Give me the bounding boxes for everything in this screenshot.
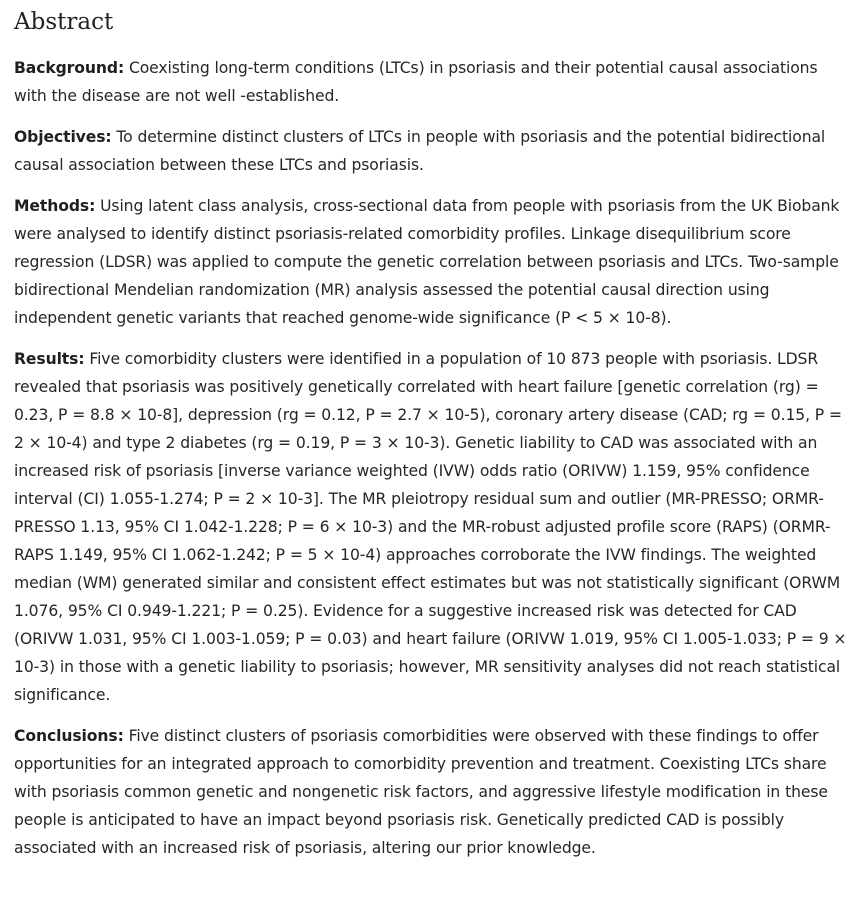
abstract-section-objectives (14, 123, 852, 179)
section-text-methods: Using latent class analysis, cross-sectional data from people with psoriasis from the UK Biobank were analysed to identify distinct psoriasis-related comorbidity profiles. Linkage disequilibrium score regression (LDSR) was applied to compute the genetic correlation between psoriasis and LTCs. Two-sample bidirectional Mendelian randomization (MR) analysis assessed the potential causal direction using independent genetic variants that reached genome-wide significance (P < 5 × 10-8). (14, 197, 840, 327)
section-label-results: Results: (14, 350, 85, 368)
section-text-background: Coexisting long-term conditions (LTCs) in psoriasis and their potential causal associations with the disease are not well -established. (14, 59, 818, 105)
section-text-objectives: To determine distinct clusters of LTCs in people with psoriasis and the potential bidirectional causal association between these LTCs and psoriasis. (14, 128, 826, 174)
section-label-conclusions: Conclusions: (14, 727, 124, 745)
section-label-methods: Methods: (14, 197, 96, 215)
section-text-conclusions: Five distinct clusters of psoriasis comorbidities were observed with these findings to offer opportunities for an integrated approach to comorbidity prevention and treatment. Coexisting LTCs share with psoriasis common genetic and nongenetic risk factors, and aggressive lifestyle modification in these people is anticipated to have an impact beyond psoriasis risk. Genetically predicted CAD is possibly associated with an increased risk of psoriasis, altering our prior knowledge. (14, 727, 828, 857)
abstract-section-conclusions (14, 722, 852, 862)
abstract-heading: Abstract (14, 9, 114, 35)
abstract-section-methods (14, 192, 852, 332)
section-text-results: Five comorbidity clusters were identified in a population of 10 873 people with psoriasis. LDSR revealed that psoriasis was positively genetically correlated with heart failure [genetic correlation (rg) = 0.23, P = 8.8 × 10-8], depression (rg = 0.12, P = 2.7 × 10-5), coronary artery disease (CAD; rg = 0.15, P = 2 × 10-4) and type 2 diabetes (rg = 0.19, P = 3 × 10-3). Genetic liability to CAD was associated with an increased risk of psoriasis [inverse variance weighted (IVW) odds ratio (ORIVW) 1.159, 95% confidence interval (CI) 1.055-1.274; P = 2 × 10-3]. The MR pleiotropy residual sum and outlier (MR-PRESSO; ORMR-PRESSO 1.13, 95% CI 1.042-1.228; P = 6 × 10-3) and the MR-robust adjusted profile score (RAPS) (ORMR-RAPS 1.149, 95% CI 1.062-1.242; P = 5 × 10-4) approaches corroborate the IVW findings. The weighted median (WM) generated similar and consistent effect estimates but was not statistically significant (ORWM 1.076, 95% CI 0.949-1.221; P = 0.25). Evidence for a suggestive increased risk was detected for CAD (ORIVW 1.031, 95% CI 1.003-1.059; P = 0.03) and heart failure (ORIVW 1.019, 95% CI 1.005-1.033; P = 9 × 10-3) in those with a genetic liability to psoriasis; however, MR sensitivity analyses did not reach statistical significance. (14, 350, 847, 704)
abstract-section-background (14, 54, 852, 110)
abstract-section-results (14, 345, 852, 709)
section-label-objectives: Objectives: (14, 128, 112, 146)
abstract-panel (14, 6, 852, 875)
section-label-background: Background: (14, 59, 125, 77)
